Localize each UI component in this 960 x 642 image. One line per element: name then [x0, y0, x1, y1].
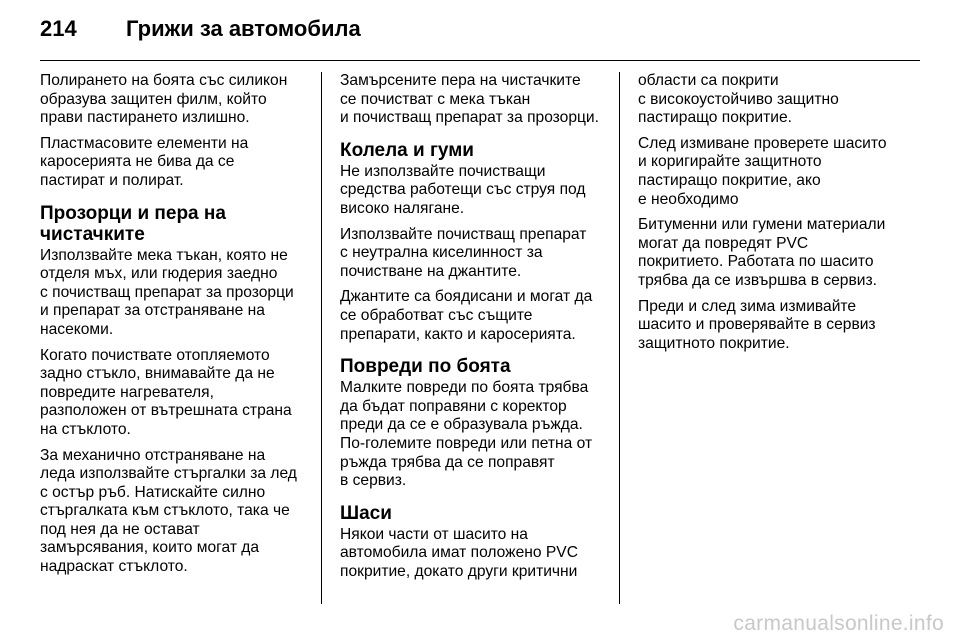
- paragraph: Използвайте мека тъкан, която не отделя мъх, или гюдерия заедно с почистващ препарат за прозорци и препарат за отстраняване на насекоми.: [40, 246, 294, 338]
- paragraph: Малките повреди по боята трябва да бъдат поправяни с коректор преди да се е образувала ръжда. По-големите повреди или петна от ръжда трябва да се поправят в сервиз.: [340, 379, 593, 490]
- paragraph: Джантите са боядисани и могат да се обработват със същите препарати, както и каросерията.: [340, 288, 593, 343]
- chapter-title: Грижи за автомобила: [126, 16, 361, 41]
- paragraph: Не използвайте почистващи средства работещи със струя под високо налягане.: [340, 162, 586, 217]
- paragraph: Полирането на боята със силикон образува защитен филм, който прави пастирането излишно.: [40, 72, 288, 127]
- column-divider: [321, 72, 322, 604]
- paragraph: Преди и след зима измивайте шасито и проверявайте в сервиз защитното покритие.: [638, 297, 876, 352]
- page-header: [40, 14, 920, 54]
- paragraph: Използвайте почистващ препарат с неутрална киселинност за почистване на джантите.: [340, 225, 587, 280]
- page-number: 214: [40, 16, 77, 41]
- text-column-1: [40, 72, 306, 584]
- section-heading: Повреди по боята: [340, 356, 511, 378]
- paragraph: Пластмасовите елементи на каросерията не бива да се пастират и полират.: [40, 134, 249, 189]
- watermark: carmanualsonline.info: [733, 612, 944, 635]
- text-column-3: [638, 72, 904, 360]
- section-heading: Прозорци и пера на чистачките: [40, 202, 226, 245]
- section-heading: Колела и гуми: [340, 139, 474, 161]
- paragraph: След измиване проверете шасито и коригирайте защитното пастиращо покритие, ако е необходимо: [638, 134, 887, 208]
- column-divider: [619, 72, 620, 604]
- section-heading: Шаси: [340, 502, 392, 524]
- paragraph: Замърсените пера на чистачките се почистват с мека тъкан и почистващ препарат за прозорци.: [340, 72, 599, 127]
- paragraph: За механично отстраняване на леда използвайте стъргалки за лед с остър ръб. Натискайте силно стъргалката към стъклото, така че под нея да не остават замърсявания, които могат да надраскат стъклото.: [40, 446, 297, 576]
- text-column-2: [340, 72, 606, 588]
- header-rule: [40, 60, 920, 61]
- paragraph: Когато почиствате отопляемото задно стъкло, внимавайте да не повредите нагревателя, разположен от вътрешната страна на стъклото.: [40, 346, 292, 438]
- paragraph: Битуменни или гумени материали могат да повредят PVC покритието. Работата по шасито трябва да се извършва в сервиз.: [638, 216, 886, 289]
- paragraph: области са покрити с високоустойчиво защитно пастиращо покритие.: [638, 72, 839, 127]
- paragraph: Някои части от шасито на автомобила имат положено PVC покритие, докато други критични: [340, 525, 578, 580]
